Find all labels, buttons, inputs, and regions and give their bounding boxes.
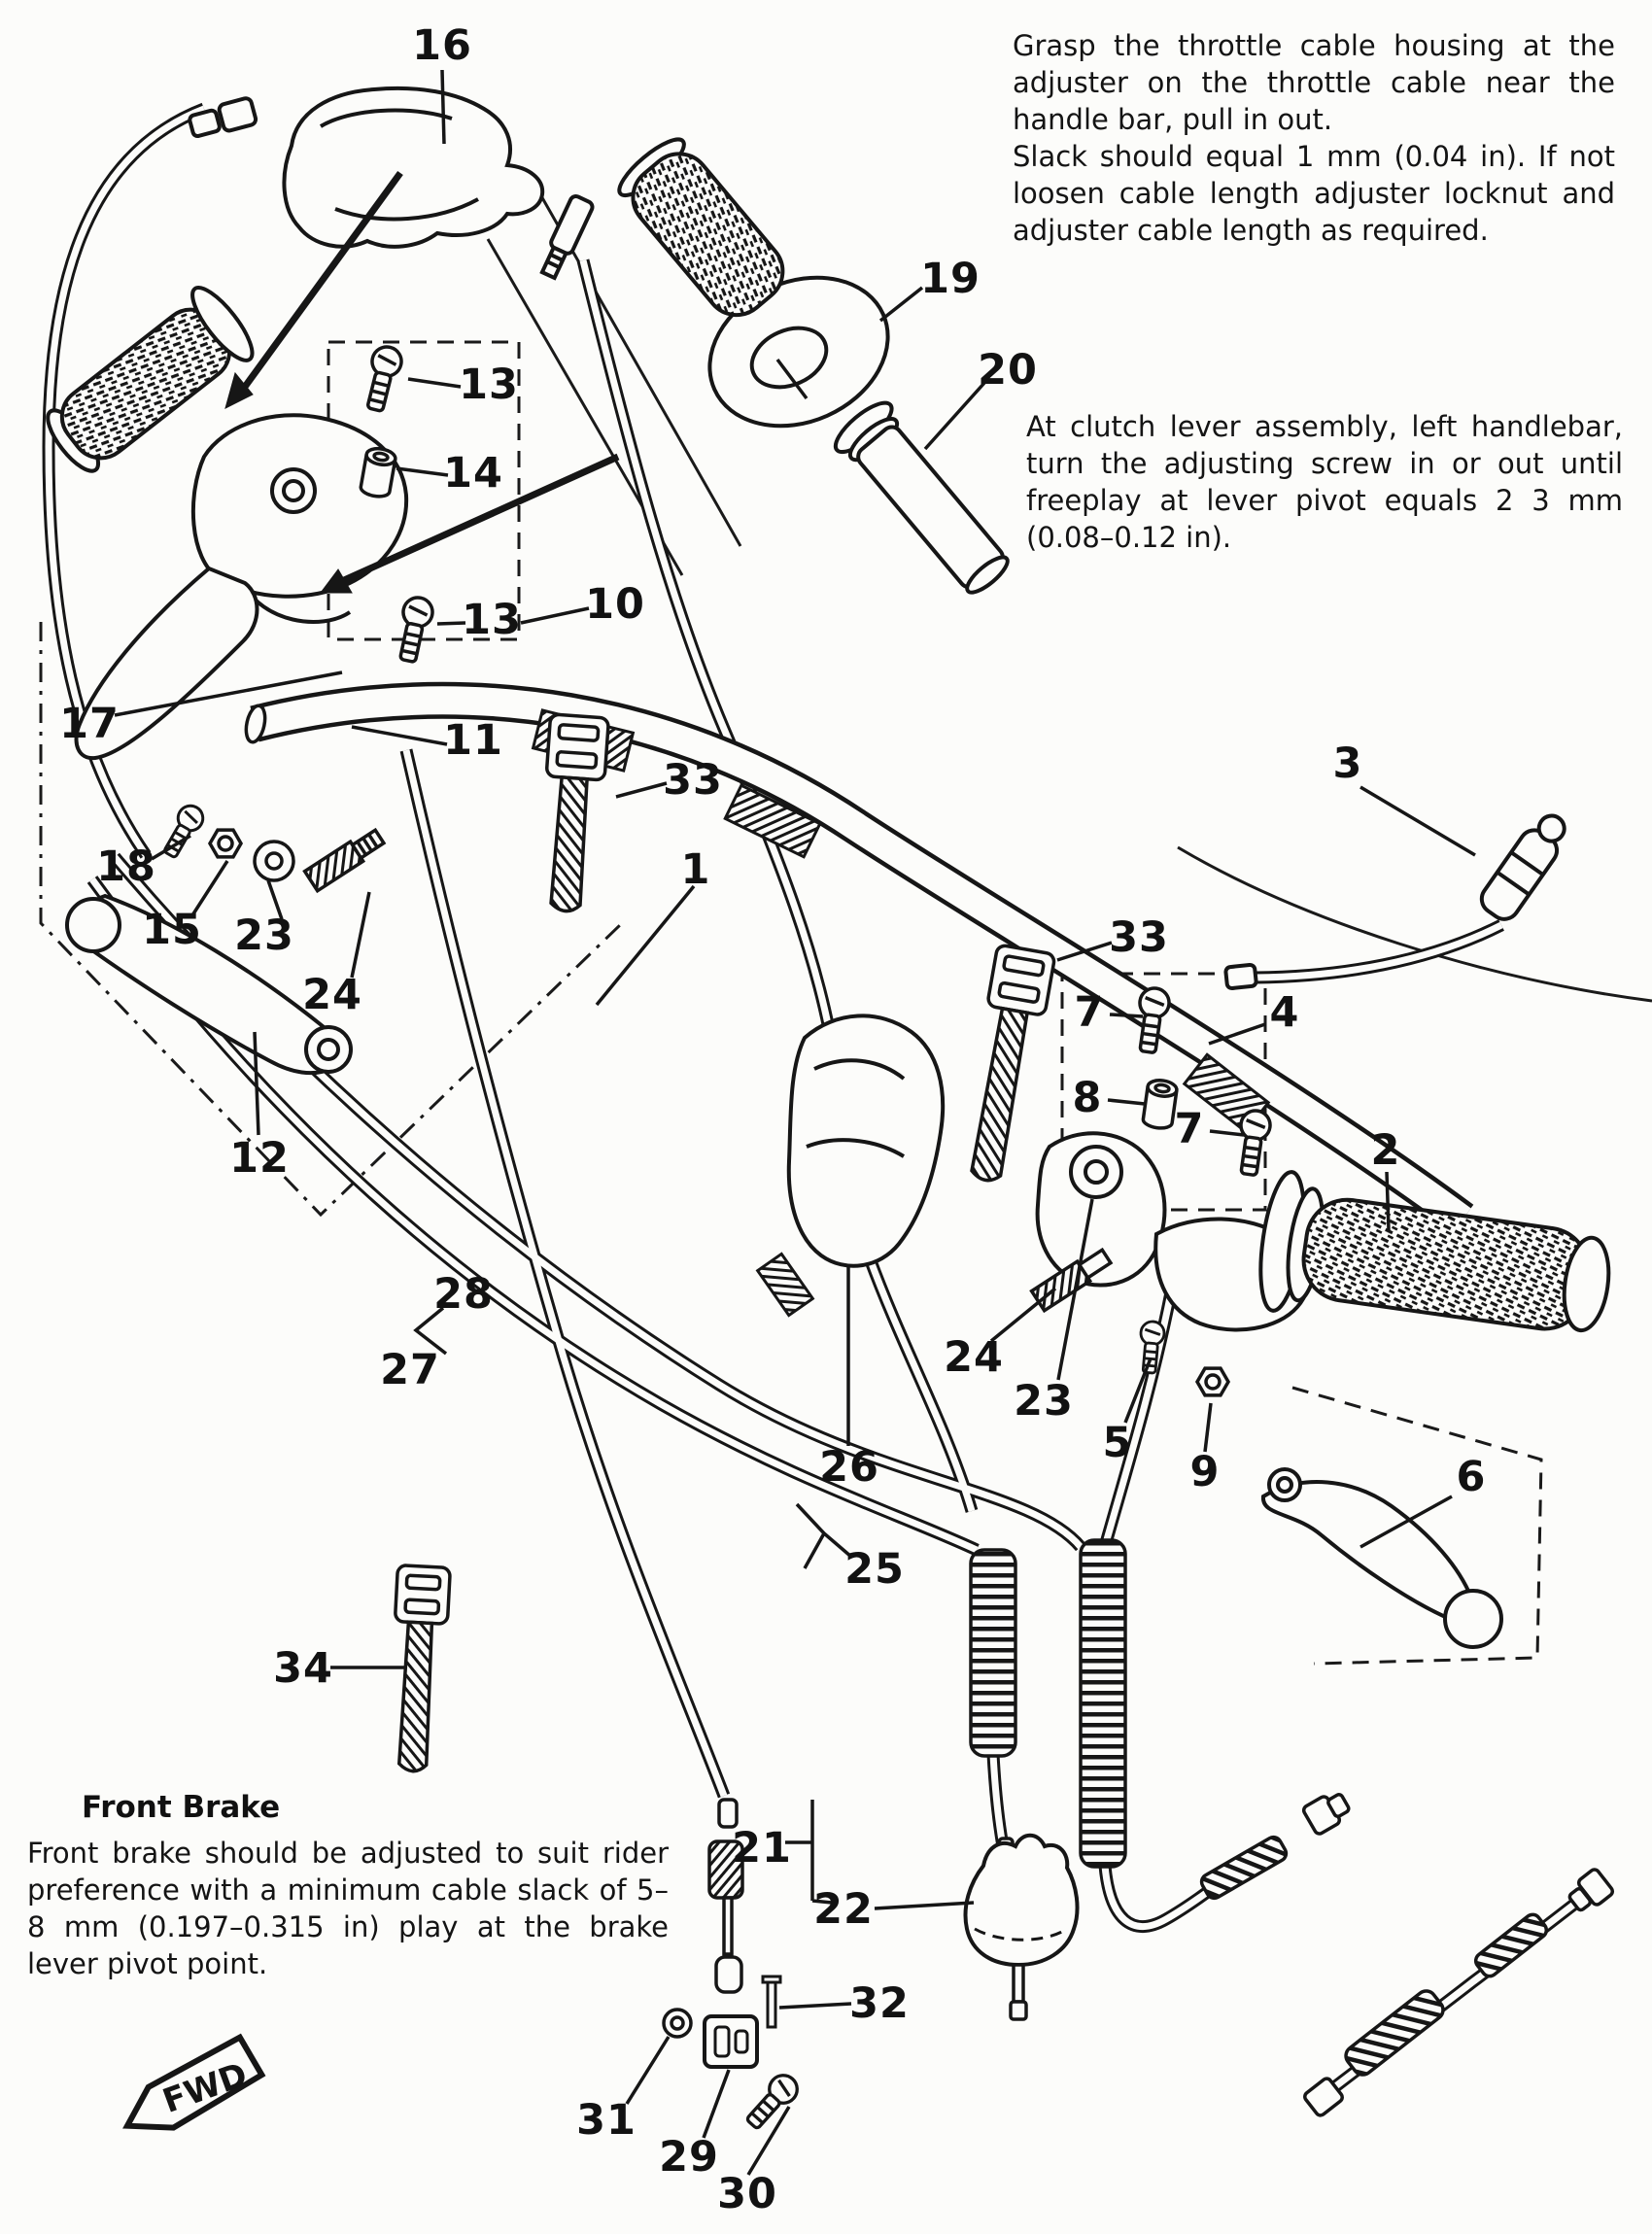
callout-1: 1	[680, 845, 711, 894]
throttle-grip-19	[612, 131, 912, 453]
cable-ferrule	[188, 97, 257, 140]
coiled-cable-sections	[971, 1540, 1614, 2117]
cable-tie-33-center	[537, 714, 609, 913]
fwd-label: FWD	[157, 2054, 253, 2121]
callout-3: 3	[1332, 739, 1363, 788]
throttle-sleeve-20	[829, 395, 1020, 604]
callout-13b: 13	[462, 596, 522, 644]
callout-23a: 23	[234, 911, 294, 960]
callout-24b: 24	[944, 1333, 1004, 1382]
callout-32: 32	[849, 1979, 910, 2028]
callout-28: 28	[433, 1270, 494, 1319]
clutch-note-paragraph: At clutch lever assembly, left handlebar, turn the adjusting screw in or out until freeplay at lever pivot equals 2 3 mm (0.08–0.12 in).	[1026, 410, 1623, 554]
callout-27: 27	[380, 1346, 440, 1394]
throttle-adjustment-note	[1013, 27, 1615, 249]
callout-29: 29	[659, 2133, 719, 2182]
callout-12: 12	[229, 1134, 290, 1183]
callout-33a: 33	[663, 756, 723, 805]
callout-10: 10	[585, 580, 645, 629]
fwd-arrow-tag	[112, 2035, 268, 2143]
callout-20: 20	[978, 346, 1038, 395]
callout-5: 5	[1102, 1419, 1133, 1467]
cable-tie-33-right	[957, 945, 1055, 1186]
cable-adjuster-barrel	[305, 827, 387, 891]
front-brake-heading: Front Brake	[82, 1790, 281, 1825]
clutch-adjustment-note	[1026, 408, 1623, 556]
callout-24a: 24	[302, 971, 362, 1019]
callout-8: 8	[1072, 1074, 1103, 1122]
callout-2: 2	[1370, 1126, 1401, 1175]
callout-17: 17	[59, 700, 120, 748]
callout-11: 11	[443, 716, 503, 765]
callout-22: 22	[813, 1885, 874, 1934]
callout-33b: 33	[1109, 913, 1169, 962]
front-brake-note	[27, 1835, 669, 1982]
callout-15: 15	[142, 906, 202, 954]
callout-13a: 13	[459, 361, 519, 409]
callout-14: 14	[443, 449, 503, 498]
cable-holder-29	[705, 2016, 757, 2067]
front-brake-paragraph: Front brake should be adjusted to suit rider preference with a minimum cable slack of 5–8 mm (0.197–0.315 in) play at the brake lever pivot point.	[27, 1837, 669, 1980]
callout-26: 26	[819, 1443, 879, 1492]
callout-23b: 23	[1014, 1377, 1074, 1426]
cable-guide-housing	[758, 1015, 944, 1315]
callout-21: 21	[732, 1824, 792, 1873]
callout-25: 25	[844, 1545, 905, 1594]
throttle-note-paragraph-1: Grasp the throttle cable housing at the adjuster on the throttle cable near the handle bar, pull in out.	[1013, 29, 1615, 136]
cable-guide-disc	[255, 842, 293, 880]
cable-boot-22	[966, 1836, 1078, 1965]
callout-7a: 7	[1074, 988, 1105, 1037]
callout-19: 19	[920, 255, 981, 303]
callout-9: 9	[1189, 1448, 1221, 1496]
callout-6: 6	[1456, 1453, 1487, 1501]
callout-31: 31	[576, 2096, 637, 2145]
callout-34: 34	[273, 1644, 333, 1693]
pin-32	[768, 1982, 775, 2027]
callout-18: 18	[96, 842, 156, 891]
callout-16: 16	[412, 21, 472, 70]
callout-7b: 7	[1174, 1105, 1205, 1153]
throttle-note-paragraph-2: Slack should equal 1 mm (0.04 in). If not loosen cable length adjuster locknut and adjuster cable length as required.	[1013, 140, 1615, 247]
callout-4: 4	[1269, 988, 1300, 1037]
callout-30: 30	[717, 2170, 777, 2218]
